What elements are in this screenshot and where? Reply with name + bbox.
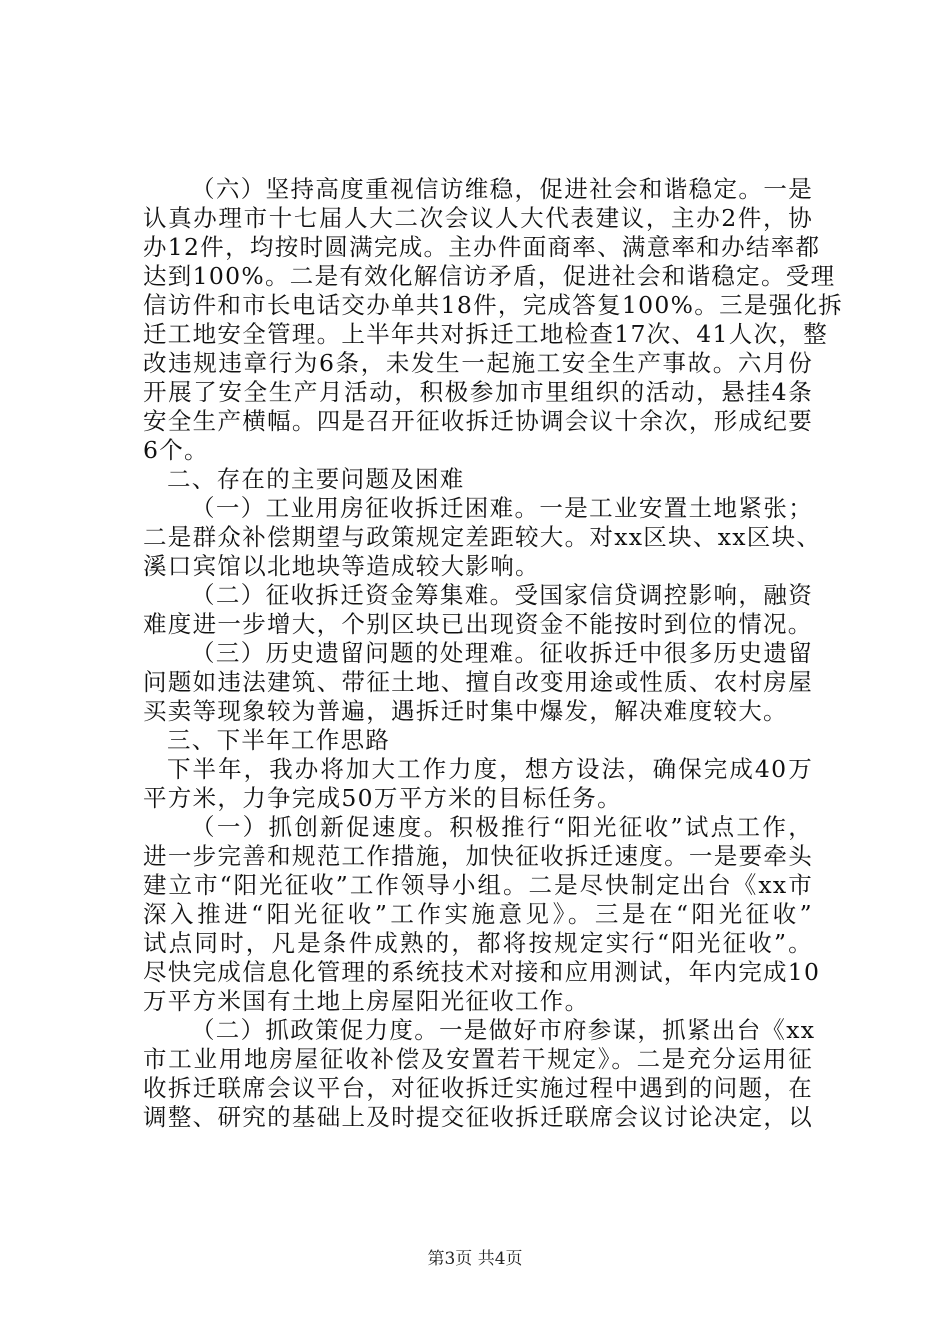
- text-line: 收拆迁联席会议平台，对征收拆迁实施过程中遇到的问题，在: [143, 1074, 813, 1102]
- text-line: 开展了安全生产月活动，积极参加市里组织的活动，悬挂4条: [143, 378, 813, 406]
- text-line: 试点同时，凡是条件成熟的，都将按规定实行“阳光征收”。: [143, 929, 813, 957]
- document-body: [143, 175, 844, 1132]
- page-footer: 第3页 共4页: [427, 1249, 523, 1269]
- text-line: （三）历史遗留问题的处理难。征收拆迁中很多历史遗留: [191, 639, 813, 667]
- text-line: 改违规违章行为6条，未发生一起施工安全生产事故。六月份: [143, 349, 813, 377]
- text-line: 进一步完善和规范工作措施，加快征收拆迁速度。一是要牵头: [143, 842, 813, 870]
- text-line: 二是群众补偿期望与政策规定差距较大。对xx区块、xx区块、: [143, 523, 822, 551]
- text-line: 买卖等现象较为普遍，遇拆迁时集中爆发，解决难度较大。: [143, 697, 788, 725]
- text-line: 尽快完成信息化管理的系统技术对接和应用测试，年内完成10: [143, 958, 821, 986]
- text-line: 问题如违法建筑、带征土地、擅自改变用途或性质、农村房屋: [143, 668, 813, 696]
- text-line: 认真办理市十七届人大二次会议人大代表建议，主办2件，协: [143, 204, 813, 232]
- text-line: 迁工地安全管理。上半年共对拆迁工地检查17次、41人次，整: [143, 320, 829, 348]
- text-line: 信访件和市长电话交办单共18件，完成答复100%。三是强化拆: [143, 291, 844, 319]
- text-line: 安全生产横幅。四是召开征收拆迁协调会议十余次，形成纪要: [143, 407, 813, 435]
- text-line: 建立市“阳光征收”工作领导小组。二是尽快制定出台《xx市: [143, 871, 813, 899]
- text-line: （六）坚持高度重视信访维稳，促进社会和谐稳定。一是: [191, 175, 813, 203]
- text-line: 难度进一步增大，个别区块已出现资金不能按时到位的情况。: [143, 610, 813, 638]
- text-line: 达到100%。二是有效化解信访矛盾，促进社会和谐稳定。受理: [143, 262, 836, 290]
- text-line: 二、存在的主要问题及困难: [167, 465, 465, 493]
- text-line: 深入推进“阳光征收”工作实施意见》。三是在“阳光征收”: [143, 900, 813, 928]
- text-line: 6个。: [143, 436, 209, 464]
- text-line: 办12件，均按时圆满完成。主办件面商率、满意率和办结率都: [143, 233, 821, 261]
- text-line: （一）工业用房征收拆迁困难。一是工业安置土地紧张；: [191, 494, 813, 522]
- text-line: 万平方米国有土地上房屋阳光征收工作。: [143, 987, 590, 1015]
- text-line: 调整、研究的基础上及时提交征收拆迁联席会议讨论决定，以: [143, 1103, 813, 1131]
- text-line: （二）征收拆迁资金筹集难。受国家信贷调控影响，融资: [191, 581, 813, 609]
- text-line: （二）抓政策促力度。一是做好市府参谋，抓紧出台《xx: [191, 1016, 816, 1044]
- text-line: 市工业用地房屋征收补偿及安置若干规定》。二是充分运用征: [143, 1045, 813, 1073]
- text-line: （一）抓创新促速度。积极推行“阳光征收”试点工作，: [191, 813, 813, 841]
- text-line: 下半年，我办将加大工作力度，想方设法，确保完成40万: [167, 755, 813, 783]
- text-line: 溪口宾馆以北地块等造成较大影响。: [143, 552, 540, 580]
- text-line: 平方米，力争完成50万平方米的目标任务。: [143, 784, 622, 812]
- text-line: 三、下半年工作思路: [167, 726, 391, 754]
